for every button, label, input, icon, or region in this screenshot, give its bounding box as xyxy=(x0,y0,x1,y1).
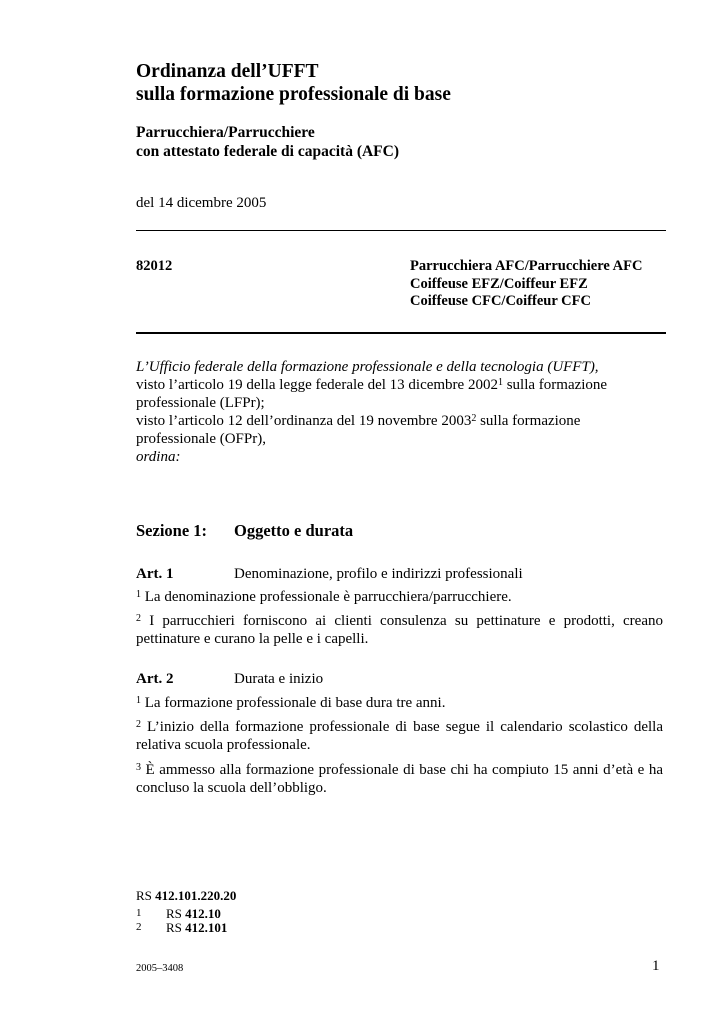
article-2-number: Art. 2 xyxy=(136,671,174,687)
rs-number: 412.101.220.20 xyxy=(155,888,237,903)
preamble xyxy=(136,358,666,466)
preamble-text: visto l’articolo 12 dell’ordinanza del 19 novembre 2003 xyxy=(136,413,472,429)
paragraph-text: La denominazione professionale è parrucchiera/parrucchiere. xyxy=(141,589,512,605)
top-divider xyxy=(136,230,666,231)
footnote-ref: 412.101 xyxy=(185,920,228,935)
rs-reference xyxy=(136,889,236,903)
subtitle-line-2: con attestato federale di capacità (AFC) xyxy=(136,143,399,160)
section-heading xyxy=(136,521,354,541)
short-title-de: Coiffeuse EFZ/Coiffeur EFZ xyxy=(410,275,588,292)
document-subtitle xyxy=(136,123,399,161)
preamble-line-1 xyxy=(136,376,666,394)
article-1-title: Denominazione, profilo e indirizzi professionali xyxy=(234,566,523,582)
article-1-paragraph-2 xyxy=(136,612,663,648)
bottom-divider xyxy=(136,332,666,334)
footnote-ref-2[interactable]: 2 xyxy=(471,413,477,424)
footnote-prefix: RS xyxy=(166,920,186,935)
short-titles xyxy=(410,258,642,311)
rs-prefix: RS xyxy=(136,888,156,903)
subtitle-line-1: Parrucchiera/Parrucchiere xyxy=(136,124,315,141)
paragraph-number: 1 xyxy=(136,695,141,706)
footnote-prefix: RS xyxy=(166,906,186,921)
paragraph-text: L’inizio della formazione professionale di base segue il calendario scolastico della relativa scuola professionale. xyxy=(136,719,663,753)
article-2-paragraph-1 xyxy=(136,694,663,712)
footnote-ref: 412.10 xyxy=(185,906,221,921)
article-2-paragraph-2 xyxy=(136,718,663,754)
paragraph-text: È ammesso alla formazione professionale di base chi ha compiuto 15 anni d’età e ha concluso la scuola dell’obbligo. xyxy=(136,762,663,796)
document-title xyxy=(136,60,451,106)
preamble-text: sulla formazione xyxy=(502,377,608,393)
article-1-paragraph-1 xyxy=(136,588,663,606)
article-1-heading xyxy=(136,565,666,583)
paragraph-number: 1 xyxy=(136,589,141,600)
paragraph-text: I parrucchieri forniscono ai clienti consulenza su pettinature e prodotti, creano pettinature e curano la pelle e i capelli. xyxy=(136,613,663,647)
classification-number: 82012 xyxy=(136,258,173,274)
page-number: 1 xyxy=(652,958,660,974)
document-code: 2005–3408 xyxy=(136,963,184,974)
preamble-text: sulla formazione xyxy=(476,413,581,429)
title-line-2: sulla formazione professionale di base xyxy=(136,84,451,105)
title-line-1: Ordinanza dell’UFFT xyxy=(136,61,319,82)
preamble-line-4: professionale (OFPr), xyxy=(136,431,266,447)
paragraph-number: 2 xyxy=(136,719,141,730)
preamble-authority: L’Ufficio federale della formazione professionale e della tecnologia (UFFT), xyxy=(136,359,599,375)
preamble-line-2: professionale (LFPr); xyxy=(136,395,265,411)
paragraph-text: La formazione professionale di base dura tre anni. xyxy=(141,695,446,711)
article-2-heading xyxy=(136,670,666,688)
short-title-fr: Coiffeuse CFC/Coiffeur CFC xyxy=(410,293,591,309)
footnote-number: 2 xyxy=(136,921,142,933)
article-1-number: Art. 1 xyxy=(136,566,174,582)
document-date: del 14 dicembre 2005 xyxy=(136,195,267,211)
preamble-line-3 xyxy=(136,412,666,430)
footnote-1 xyxy=(136,906,221,921)
paragraph-number: 3 xyxy=(136,762,141,773)
preamble-ordina: ordina: xyxy=(136,449,181,465)
footnote-number: 1 xyxy=(136,907,142,919)
footnote-ref-1[interactable]: 1 xyxy=(497,377,503,388)
section-label: Sezione 1: xyxy=(136,521,208,540)
footnote-2 xyxy=(136,920,227,935)
article-2-title: Durata e inizio xyxy=(234,671,324,687)
preamble-text: visto l’articolo 19 della legge federale del 13 dicembre 2002 xyxy=(136,377,498,393)
paragraph-number: 2 xyxy=(136,613,141,624)
article-2-paragraph-3 xyxy=(136,761,663,797)
short-title-it: Parrucchiera AFC/Parrucchiere AFC xyxy=(410,258,643,274)
section-title: Oggetto e durata xyxy=(234,521,354,540)
